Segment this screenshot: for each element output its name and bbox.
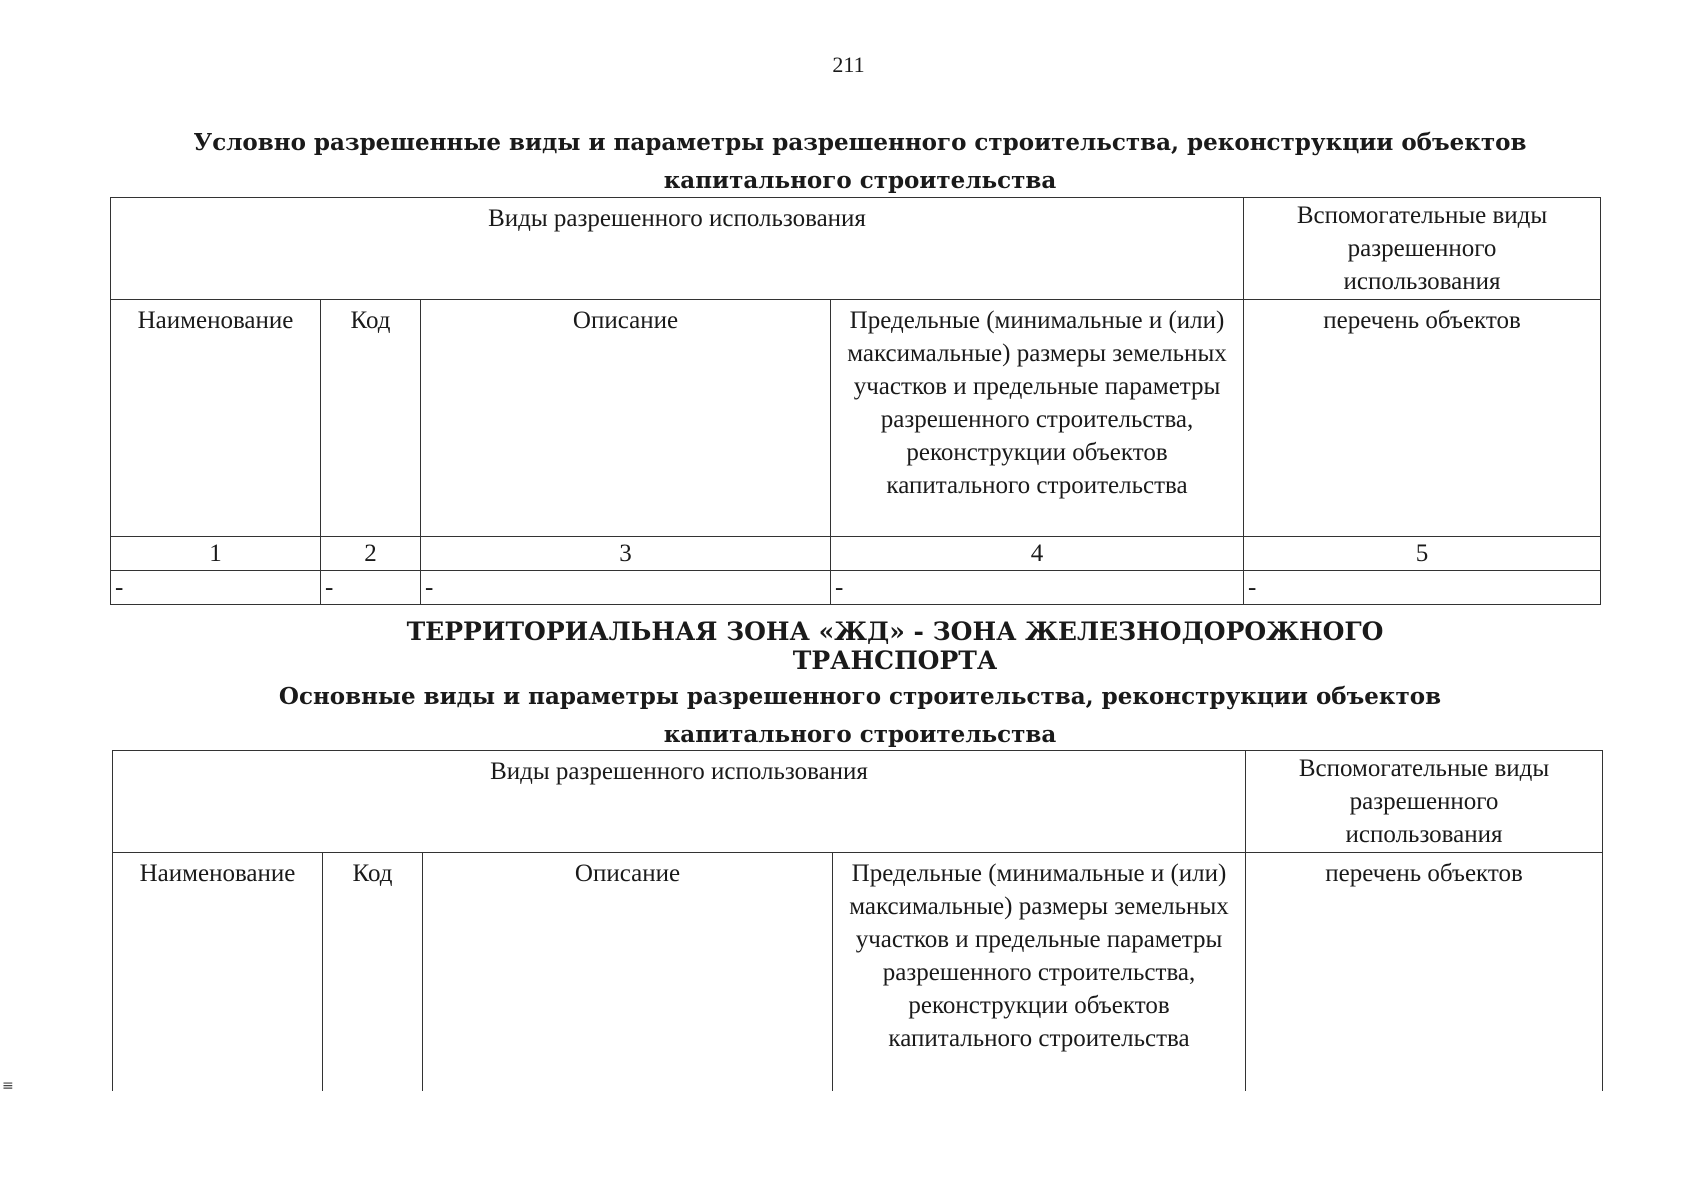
column-header-parameters: Предельные (минимальные и (или) максимальные) размеры земельных участков и предельные параметры разрешенного строительства, реконструкции объектов капитального строительства xyxy=(831,300,1244,537)
section2-table xyxy=(112,750,1603,1091)
zone-title: ТЕРРИТОРИАЛЬНАЯ ЗОНА «ЖД» - ЗОНА ЖЕЛЕЗНОДОРОЖНОГО ТРАНСПОРТА xyxy=(406,617,1384,675)
column-header-description: Описание xyxy=(421,300,831,537)
table-cell: - xyxy=(321,571,421,605)
section1-heading: Условно разрешенные виды и параметры разрешенного строительства, реконструкции объектов капитального строительства xyxy=(193,129,1527,194)
column-number: 3 xyxy=(421,537,831,571)
column-header-description: Описание xyxy=(423,853,833,1091)
table-cell: - xyxy=(831,571,1244,605)
table-cell: - xyxy=(421,571,831,605)
section1-table xyxy=(110,197,1601,605)
column-header-code: Код xyxy=(321,300,421,537)
column-header-name: Наименование xyxy=(111,300,321,537)
table-cell: - xyxy=(1244,571,1601,605)
page-number: 211 xyxy=(832,52,865,77)
section2-heading: Основные виды и параметры разрешенного строительства, реконструкции объектов капитального строительства xyxy=(278,683,1442,748)
aux-header: Вспомогательные виды разрешенного использования xyxy=(1244,198,1601,300)
group-header: Виды разрешенного использования xyxy=(111,198,1244,300)
column-number: 1 xyxy=(111,537,321,571)
margin-mark: ≡ xyxy=(2,1078,14,1094)
column-header-objects: перечень объектов xyxy=(1244,300,1601,537)
column-header-parameters: Предельные (минимальные и (или) максимальные) размеры земельных участков и предельные параметры разрешенного строительства, реконструкции объектов капитального строительства xyxy=(833,853,1246,1091)
column-number: 5 xyxy=(1244,537,1601,571)
group-header: Виды разрешенного использования xyxy=(113,751,1246,853)
table-cell: - xyxy=(111,571,321,605)
column-number: 2 xyxy=(321,537,421,571)
column-header-name: Наименование xyxy=(113,853,323,1091)
column-header-objects: перечень объектов xyxy=(1246,853,1603,1091)
aux-header: Вспомогательные виды разрешенного использования xyxy=(1246,751,1603,853)
column-number: 4 xyxy=(831,537,1244,571)
column-header-code: Код xyxy=(323,853,423,1091)
